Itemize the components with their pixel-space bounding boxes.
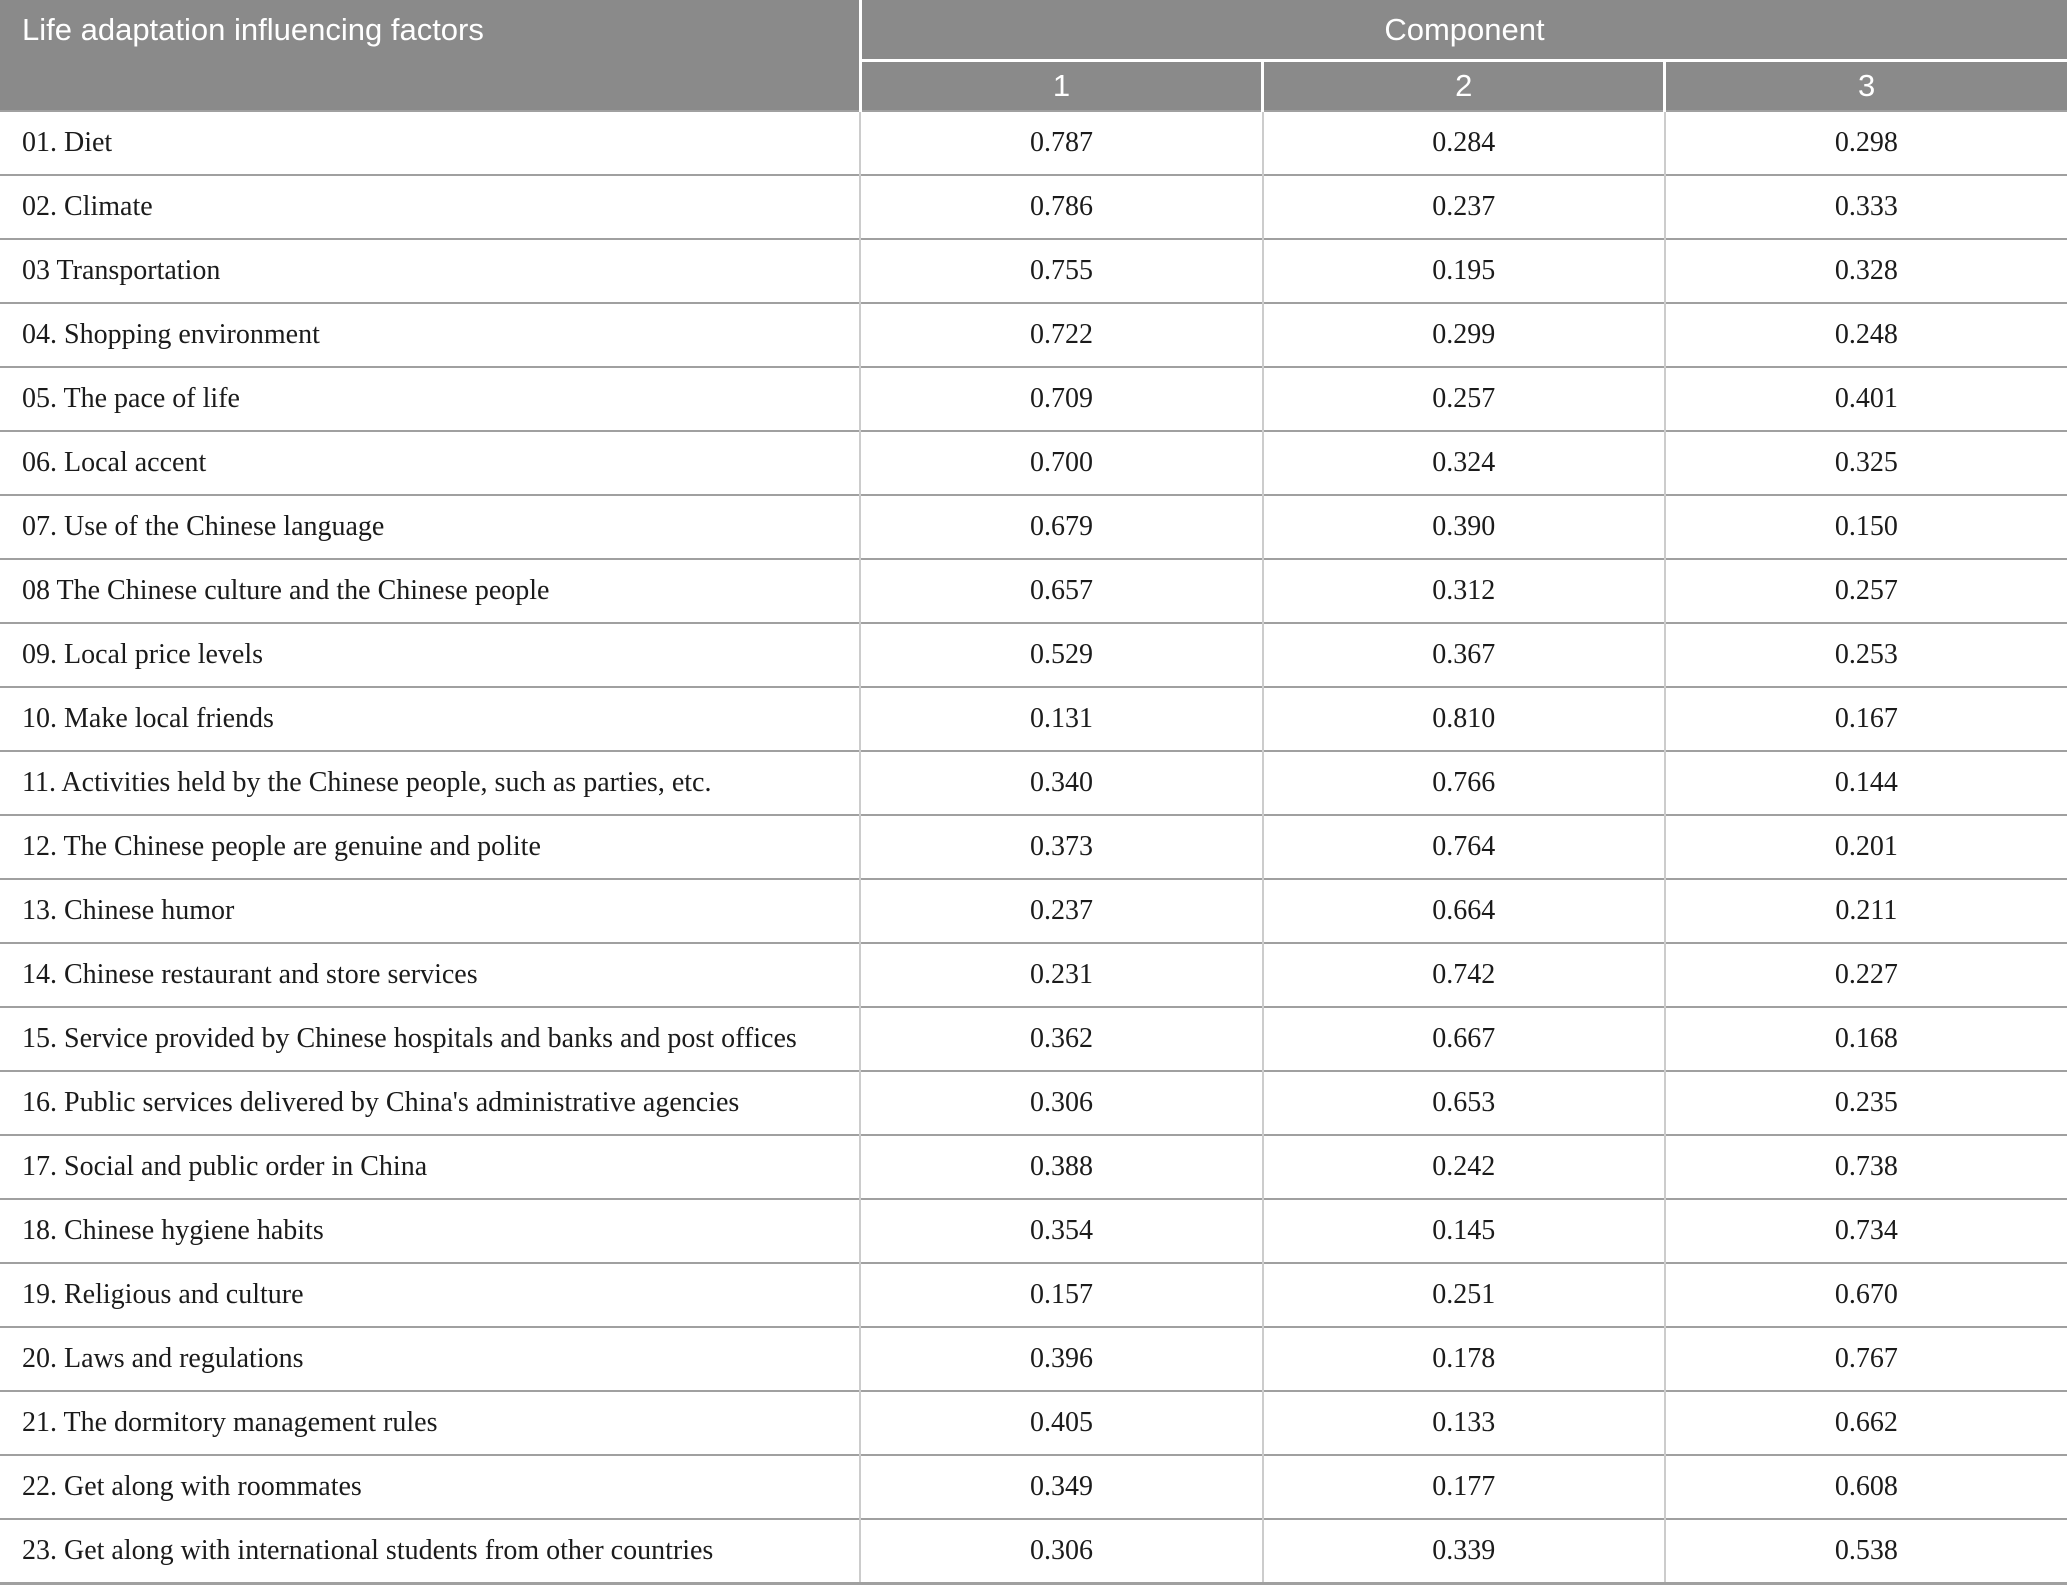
factor-cell: 10. Make local friends: [0, 687, 860, 751]
value-cell-2: 0.251: [1263, 1263, 1665, 1327]
value-cell-1: 0.306: [860, 1071, 1262, 1135]
value-cell-2: 0.764: [1263, 815, 1665, 879]
component-3-header: 3: [1665, 61, 2067, 112]
value-cell-3: 0.325: [1665, 431, 2067, 495]
factor-cell: 20. Laws and regulations: [0, 1327, 860, 1391]
value-cell-1: 0.722: [860, 303, 1262, 367]
table-row: [0, 1135, 2067, 1199]
table-row: [0, 943, 2067, 1007]
table-row: [0, 1391, 2067, 1455]
factor-cell: 04. Shopping environment: [0, 303, 860, 367]
component-2-header: 2: [1263, 61, 1665, 112]
value-cell-2: 0.299: [1263, 303, 1665, 367]
table-row: [0, 559, 2067, 623]
table-row: [0, 815, 2067, 879]
value-cell-1: 0.362: [860, 1007, 1262, 1071]
value-cell-3: 0.608: [1665, 1455, 2067, 1519]
header-row-main: [0, 0, 2067, 61]
value-cell-3: 0.167: [1665, 687, 2067, 751]
factor-cell: 16. Public services delivered by China's administrative agencies: [0, 1071, 860, 1135]
value-cell-2: 0.742: [1263, 943, 1665, 1007]
value-cell-3: 0.662: [1665, 1391, 2067, 1455]
table-row: [0, 1327, 2067, 1391]
value-cell-2: 0.653: [1263, 1071, 1665, 1135]
table-row: [0, 1455, 2067, 1519]
value-cell-3: 0.257: [1665, 559, 2067, 623]
factor-cell: 21. The dormitory management rules: [0, 1391, 860, 1455]
value-cell-3: 0.767: [1665, 1327, 2067, 1391]
value-cell-1: 0.787: [860, 111, 1262, 175]
table-row: [0, 1199, 2067, 1263]
value-cell-3: 0.211: [1665, 879, 2067, 943]
factor-cell: 18. Chinese hygiene habits: [0, 1199, 860, 1263]
factor-cell: 23. Get along with international students from other countries: [0, 1519, 860, 1584]
factor-cell: 13. Chinese humor: [0, 879, 860, 943]
table-row: [0, 1007, 2067, 1071]
value-cell-1: 0.340: [860, 751, 1262, 815]
factor-cell: 15. Service provided by Chinese hospitals and banks and post offices: [0, 1007, 860, 1071]
factor-cell: 08 The Chinese culture and the Chinese people: [0, 559, 860, 623]
value-cell-2: 0.257: [1263, 367, 1665, 431]
value-cell-2: 0.195: [1263, 239, 1665, 303]
value-cell-3: 0.235: [1665, 1071, 2067, 1135]
factor-cell: 02. Climate: [0, 175, 860, 239]
factor-cell: 03 Transportation: [0, 239, 860, 303]
value-cell-1: 0.306: [860, 1519, 1262, 1584]
value-cell-1: 0.354: [860, 1199, 1262, 1263]
table-row: [0, 367, 2067, 431]
factor-cell: 12. The Chinese people are genuine and polite: [0, 815, 860, 879]
value-cell-2: 0.390: [1263, 495, 1665, 559]
table-row: [0, 751, 2067, 815]
table-row: [0, 1519, 2067, 1584]
table-row: [0, 239, 2067, 303]
value-cell-3: 0.401: [1665, 367, 2067, 431]
value-cell-3: 0.227: [1665, 943, 2067, 1007]
factor-cell: 01. Diet: [0, 111, 860, 175]
value-cell-2: 0.242: [1263, 1135, 1665, 1199]
factor-cell: 22. Get along with roommates: [0, 1455, 860, 1519]
table-row: [0, 687, 2067, 751]
value-cell-2: 0.133: [1263, 1391, 1665, 1455]
value-cell-1: 0.157: [860, 1263, 1262, 1327]
value-cell-2: 0.810: [1263, 687, 1665, 751]
table-row: [0, 303, 2067, 367]
value-cell-3: 0.298: [1665, 111, 2067, 175]
table-row: [0, 879, 2067, 943]
value-cell-1: 0.657: [860, 559, 1262, 623]
value-cell-1: 0.679: [860, 495, 1262, 559]
value-cell-3: 0.248: [1665, 303, 2067, 367]
value-cell-2: 0.237: [1263, 175, 1665, 239]
value-cell-1: 0.755: [860, 239, 1262, 303]
value-cell-1: 0.237: [860, 879, 1262, 943]
value-cell-2: 0.766: [1263, 751, 1665, 815]
value-cell-3: 0.670: [1665, 1263, 2067, 1327]
value-cell-1: 0.529: [860, 623, 1262, 687]
value-cell-2: 0.324: [1263, 431, 1665, 495]
value-cell-1: 0.405: [860, 1391, 1262, 1455]
value-cell-3: 0.150: [1665, 495, 2067, 559]
table-row: [0, 175, 2067, 239]
value-cell-2: 0.664: [1263, 879, 1665, 943]
value-cell-2: 0.312: [1263, 559, 1665, 623]
component-1-header: 1: [860, 61, 1262, 112]
value-cell-2: 0.284: [1263, 111, 1665, 175]
value-cell-3: 0.538: [1665, 1519, 2067, 1584]
value-cell-3: 0.333: [1665, 175, 2067, 239]
value-cell-1: 0.396: [860, 1327, 1262, 1391]
table-row: [0, 623, 2067, 687]
value-cell-3: 0.168: [1665, 1007, 2067, 1071]
value-cell-3: 0.201: [1665, 815, 2067, 879]
value-cell-3: 0.734: [1665, 1199, 2067, 1263]
value-cell-1: 0.786: [860, 175, 1262, 239]
table-body: [0, 111, 2067, 1584]
factor-column-header: Life adaptation influencing factors: [0, 0, 860, 111]
value-cell-3: 0.738: [1665, 1135, 2067, 1199]
factor-cell: 06. Local accent: [0, 431, 860, 495]
value-cell-2: 0.367: [1263, 623, 1665, 687]
value-cell-2: 0.667: [1263, 1007, 1665, 1071]
factor-cell: 19. Religious and culture: [0, 1263, 860, 1327]
value-cell-2: 0.145: [1263, 1199, 1665, 1263]
value-cell-1: 0.388: [860, 1135, 1262, 1199]
factor-cell: 09. Local price levels: [0, 623, 860, 687]
value-cell-1: 0.709: [860, 367, 1262, 431]
table-row: [0, 111, 2067, 175]
component-group-header: Component: [860, 0, 2067, 61]
value-cell-3: 0.144: [1665, 751, 2067, 815]
factor-cell: 11. Activities held by the Chinese people, such as parties, etc.: [0, 751, 860, 815]
value-cell-3: 0.328: [1665, 239, 2067, 303]
value-cell-2: 0.339: [1263, 1519, 1665, 1584]
value-cell-1: 0.700: [860, 431, 1262, 495]
table-row: [0, 1263, 2067, 1327]
factor-cell: 07. Use of the Chinese language: [0, 495, 860, 559]
value-cell-1: 0.231: [860, 943, 1262, 1007]
table-row: [0, 431, 2067, 495]
value-cell-2: 0.178: [1263, 1327, 1665, 1391]
table-row: [0, 1071, 2067, 1135]
value-cell-2: 0.177: [1263, 1455, 1665, 1519]
factor-cell: 14. Chinese restaurant and store services: [0, 943, 860, 1007]
value-cell-1: 0.349: [860, 1455, 1262, 1519]
value-cell-3: 0.253: [1665, 623, 2067, 687]
table-header: [0, 0, 2067, 111]
factor-cell: 17. Social and public order in China: [0, 1135, 860, 1199]
value-cell-1: 0.373: [860, 815, 1262, 879]
value-cell-1: 0.131: [860, 687, 1262, 751]
factor-cell: 05. The pace of life: [0, 367, 860, 431]
table-row: [0, 495, 2067, 559]
